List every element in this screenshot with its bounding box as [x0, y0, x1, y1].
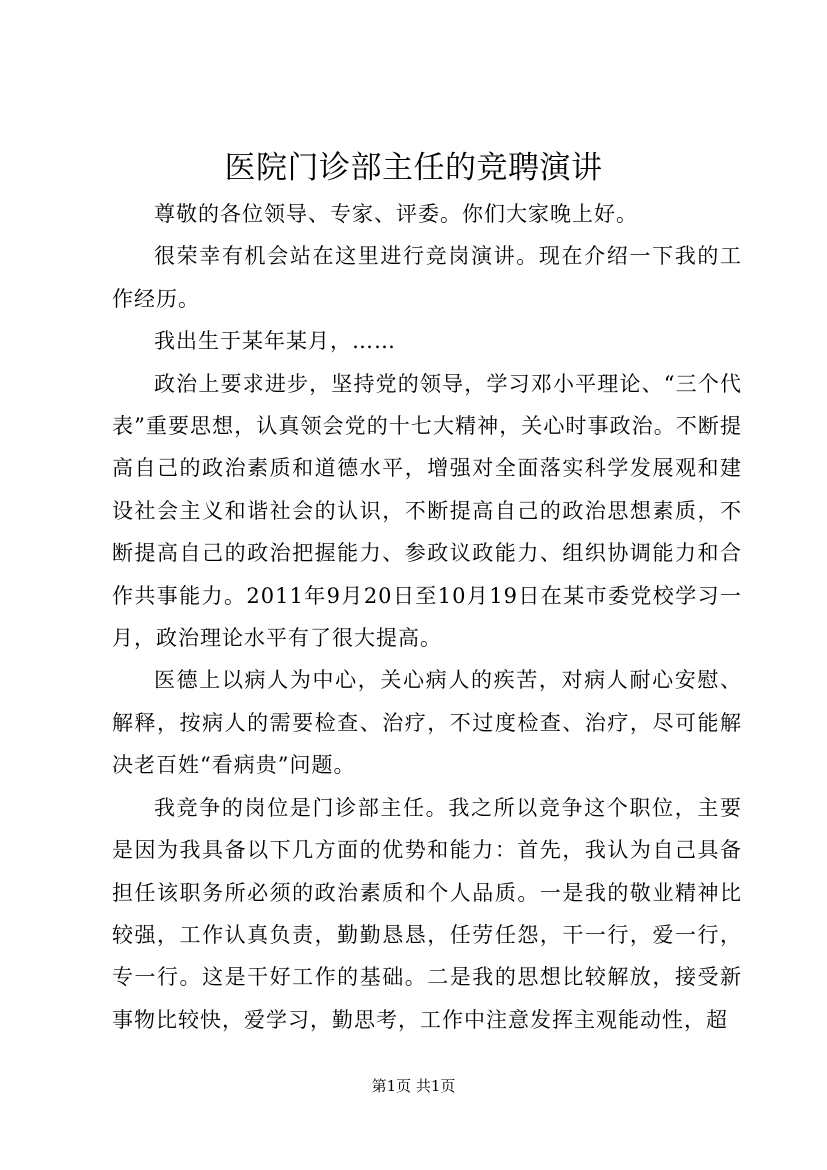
paragraph-position: 我竞争的岗位是门诊部主任。我之所以竞争这个职位，主要是因为我具备以下几方面的优势和能力：首先，我认为自己具备担任该职务所必须的政治素质和个人品质。一是我的敬业精神比较强，工作认真负责，勤勤恳恳，任劳任怨，干一行，爱一行，专一行。这是干好工作的基础。二是我的思想比较解放，接受新事物比较快，爱学习，勤思考，工作中注意发挥主观能动性，超: [112, 795, 742, 1032]
paragraph-medical-ethics: 医德上以病人为中心，关心病人的疾苦，对病人耐心安慰、解释，按病人的需要检查、治疗，不过度检查、治疗，尽可能解决老百姓“看病贵”问题。: [112, 668, 742, 778]
document-title: 医院门诊部主任的竞聘演讲: [224, 150, 603, 186]
document-body: [112, 193, 742, 1041]
paragraph-birth: 我出生于某年某月，……: [154, 329, 396, 354]
paragraph-political: 政治上要求进步，坚持党的领导，学习邓小平理论、“三个代表”重要思想，认真领会党的十七大精神，关心时事政治。不断提高自己的政治素质和道德水平，增强对全面落实科学发展观和建设社会主义和谐社会的认识，不断提高自己的政治思想素质，不断提高自己的政治把握能力、参政议政能力、组织协调能力和合作共事能力。2011年9月20日至10月19日在某市委党校学习一月，政治理论水平有了很大提高。: [112, 371, 742, 651]
paragraph-introduction: 很荣幸有机会站在这里进行竞岗演讲。现在介绍一下我的工作经历。: [112, 244, 742, 311]
page-footer: 第1页 共1页: [371, 1077, 456, 1095]
paragraph-greeting: 尊敬的各位领导、专家、评委。你们大家晚上好。: [154, 202, 638, 226]
